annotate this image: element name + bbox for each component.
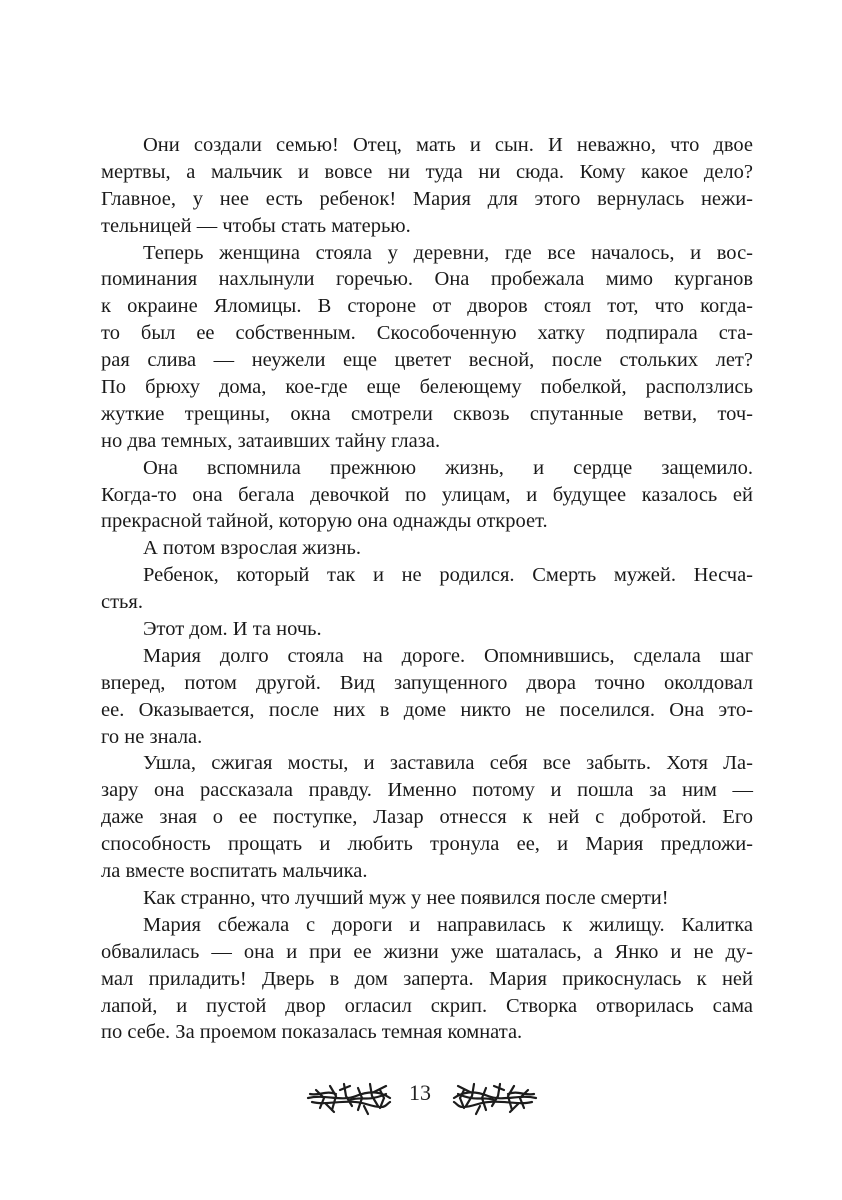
text-line: Они создали семью! Отец, мать и сын. И неважно, что двое [143,134,753,156]
text-line: даже зная о ее поступке, Лазар отнесся к ней с добротой. Его [101,806,753,829]
text-line: ла вместе воспитать мальчика. [101,860,368,883]
text-line: жуткие трещины, окна смотрели сквозь спутанные ветви, точ- [101,402,753,425]
text-line: Этот дом. И та ночь. [143,618,322,641]
text-line: способность прощать и любить тронула ее, и Мария предложи- [101,833,753,856]
text-line: Мария сбежала с дороги и направилась к жилищу. Калитка [143,913,753,936]
body-text [101,132,753,1046]
text-line: мертвы, а мальчик и вовсе ни туда ни сюда. Кому какое дело? [101,160,753,183]
text-line: по себе. За проемом показалась темная комната. [101,1021,523,1044]
text-line: но два темных, затаивших тайну глаза. [101,429,441,452]
text-line: Когда-то она бегала девочкой по улицам, и будущее казалось ей [101,483,753,506]
text-line: поминания нахлынули горечью. Она пробежала мимо курганов [101,268,753,291]
text-line: А потом взрослая жизнь. [143,537,361,560]
text-line: тельницей — чтобы стать матерью. [101,214,411,237]
text-line: то был ее собственным. Скособоченную хатку подпирала ста- [101,322,753,345]
text-line: мал приладить! Дверь в дом заперта. Мария прикоснулась к ней [101,967,753,990]
text-line: зару она рассказала правду. Именно потому и пошла за ним — [101,779,753,802]
page-number: 13 [409,1080,431,1105]
text-line: прекрасной тайной, которую она однажды откроет. [101,510,548,533]
text-line: ее. Оказывается, после них в доме никто не поселился. Она это- [101,698,753,721]
text-line: обвалилась — она и при ее жизни уже шаталась, а Янко и не ду- [101,940,753,963]
text-line: Ушла, сжигая мосты, и заставила себя все забыть. Хотя Ла- [143,752,753,775]
text-line: Теперь женщина стояла у деревни, где все началось, и вос- [143,241,753,264]
text-line: к окраине Яломицы. В стороне от дворов стоял тот, что когда- [101,295,753,318]
text-line: Мария долго стояла на дороге. Опомнившись, сделала шаг [143,644,753,667]
text-line: рая слива — неужели еще цветет весной, после стольких лет? [101,349,753,372]
branch-ornament-right-icon [452,1076,538,1116]
page-footer [0,1070,842,1120]
text-line: Она вспомнила прежнюю жизнь, и сердце защемило. [143,456,753,479]
text-line: вперед, потом другой. Вид запущенного двора точно околдовал [101,671,753,694]
text-line: стья. [101,591,143,614]
text-line: По брюху дома, кое-где еще белеющему побелкой, расползлись [101,376,753,399]
text-line: лапой, и пустой двор огласил скрип. Створка отворилась сама [101,994,753,1017]
text-line: Как странно, что лучший муж у нее появился после смерти! [143,886,669,909]
text-line: Главное, у нее есть ребенок! Мария для этого вернулась нежи- [101,187,753,210]
branch-ornament-left-icon [306,1076,392,1116]
text-line: го не знала. [101,725,203,748]
text-line: Ребенок, который так и не родился. Смерть мужей. Несча- [143,564,753,587]
